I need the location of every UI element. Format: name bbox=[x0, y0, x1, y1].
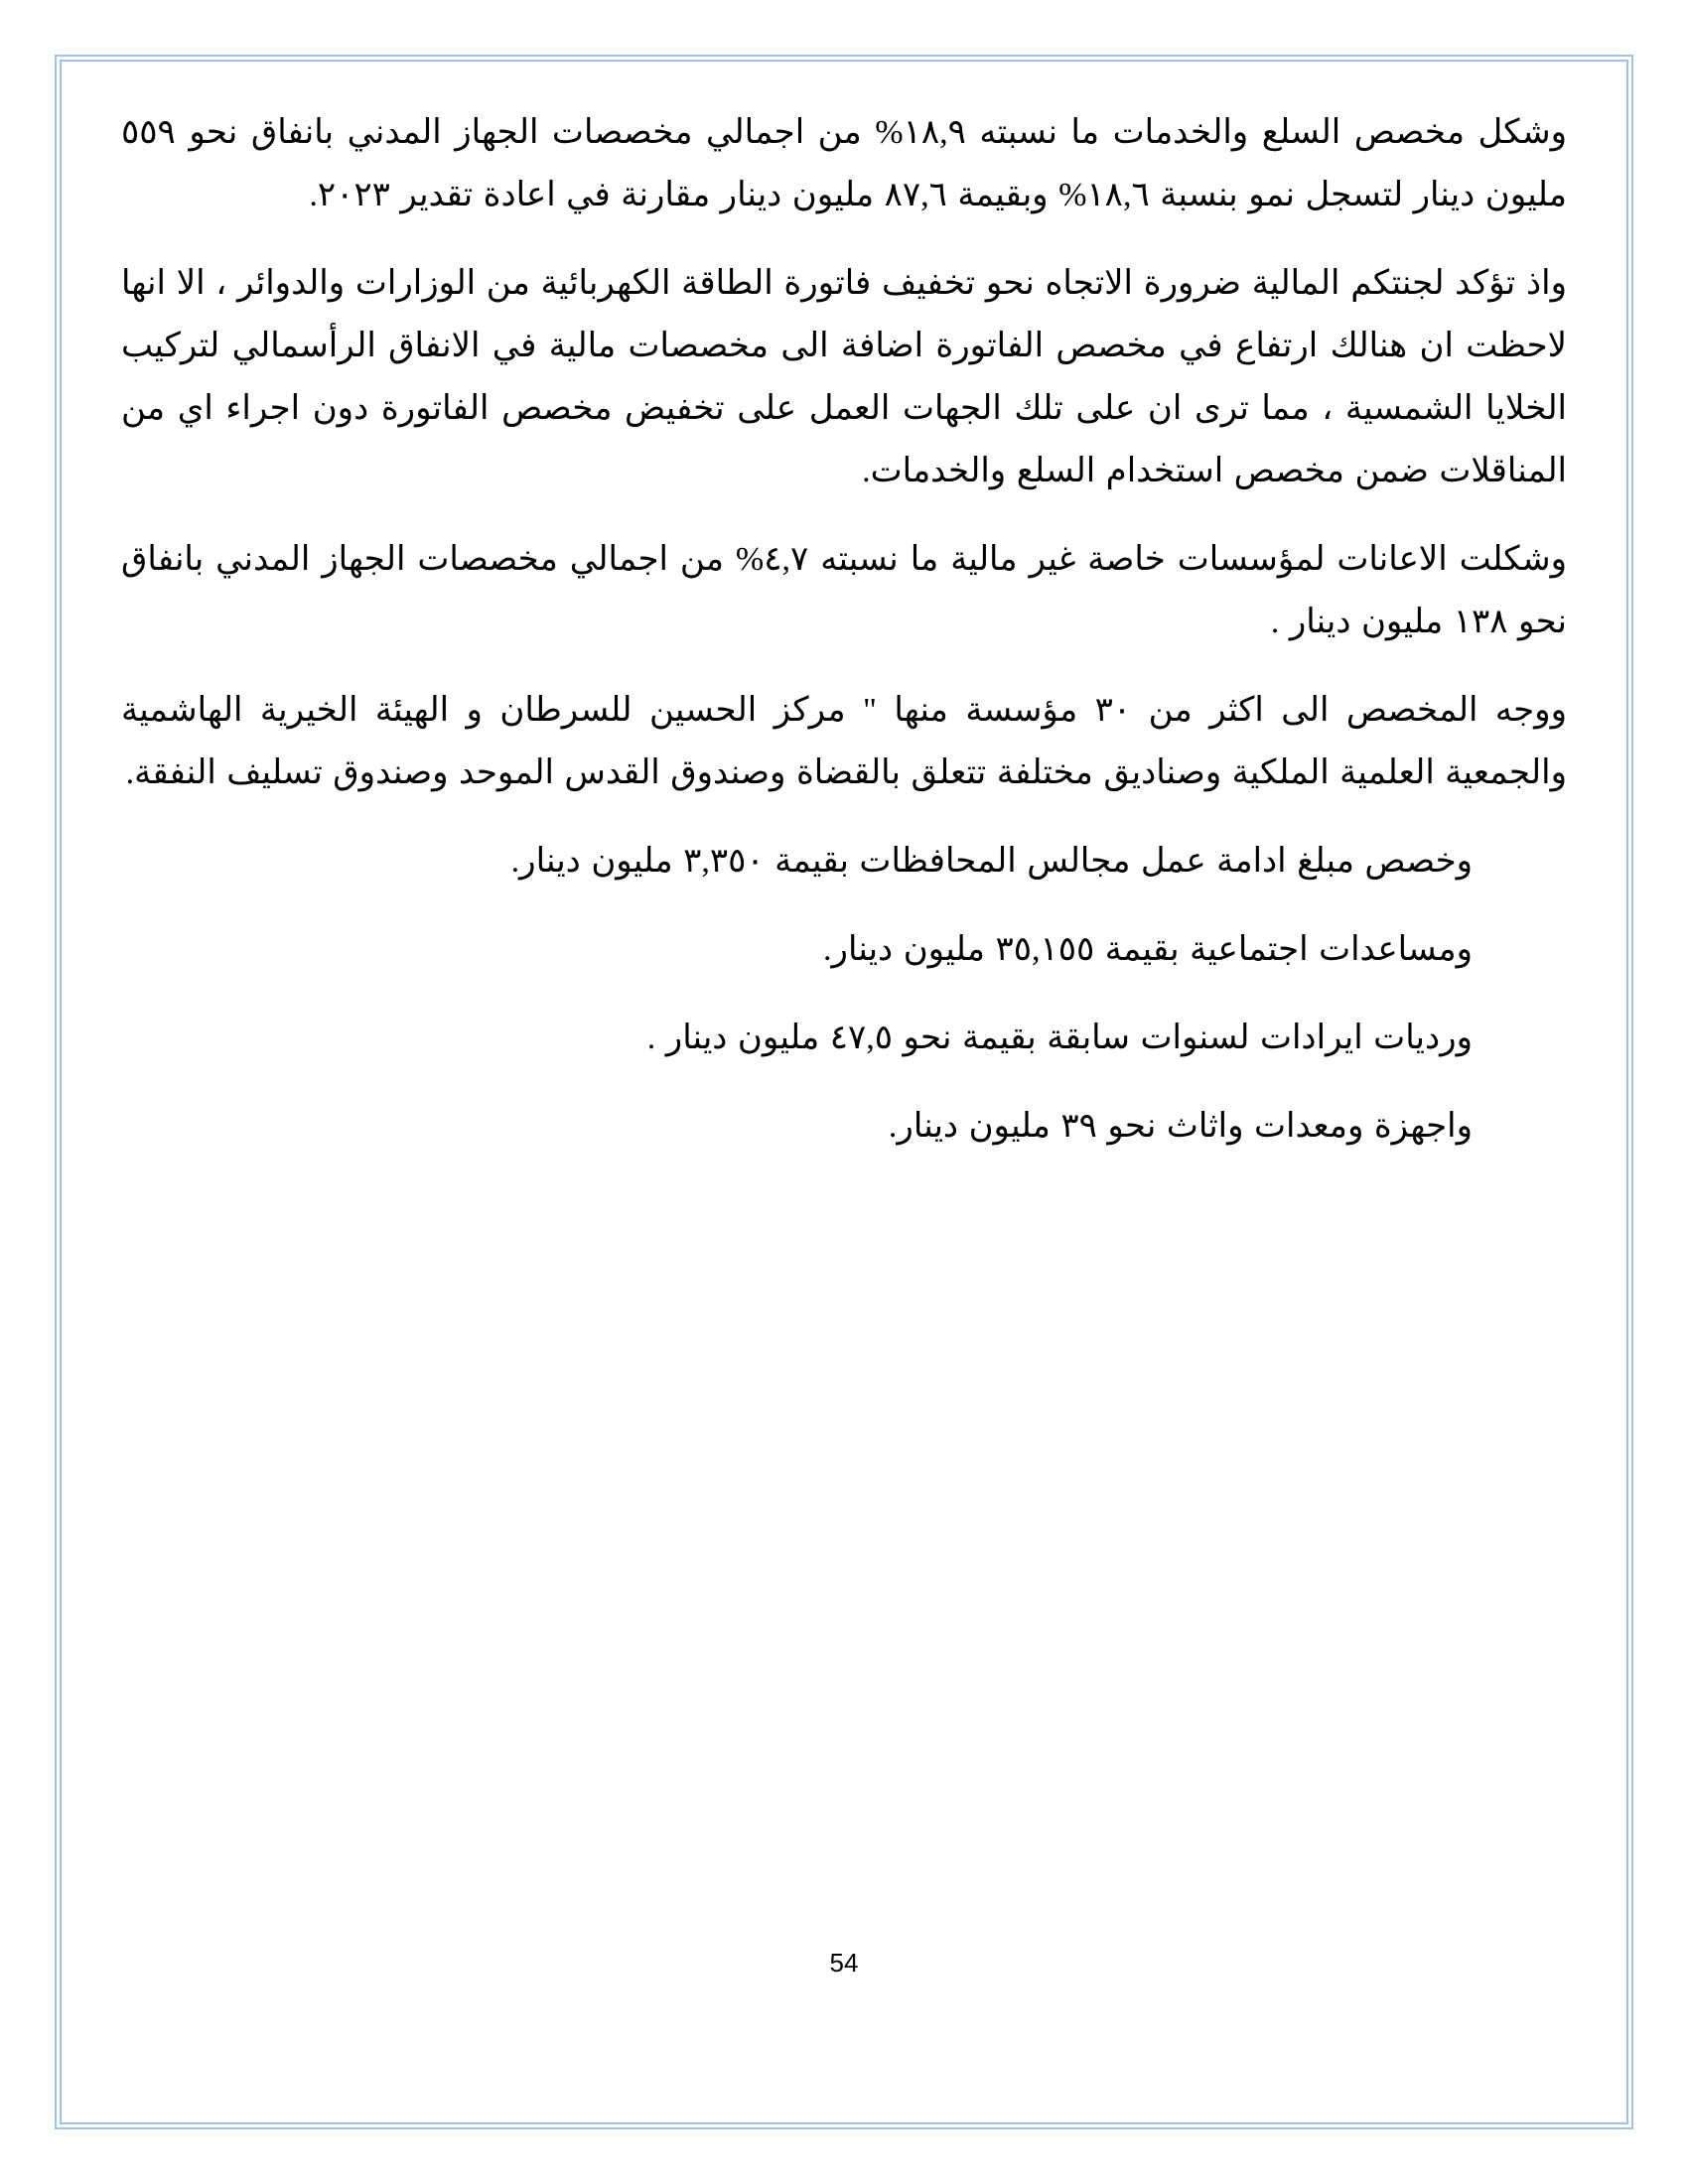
paragraph-governorate-councils-amount: وخصص مبلغ ادامة عمل مجالس المحافظات بقيمة ٣,٣٥٠ مليون دينار. bbox=[510, 843, 1473, 880]
paragraph-finance-committee-electricity: واذ تؤكد لجنتكم المالية ضرورة الاتجاه نحو تخفيف فاتورة الطاقة الكهربائية من الوزارات والدوائر ، الا انها لاحظت ان هنالك ارتفاع في مخصص الفاتورة اضافة الى مخصصات مالية في الانفاق الرأسمالي لتركيب الخلايا الشمسية ، مما ترى ان على تلك الجهات العمل على تخفيض مخصص الفاتورة دون اجراء اي من المناقلات ضمن مخصص استخدام السلع والخدمات. bbox=[121, 265, 1567, 489]
paragraph-previous-years-revenues: ورديات ايرادات لسنوات سابقة بقيمة نحو ٤٧,٥ مليون دينار . bbox=[646, 1020, 1473, 1056]
paragraph-grants-private-institutions: وشكلت الاعانات لمؤسسات خاصة غير مالية ما نسبته ٤,٧% من اجمالي مخصصات الجهاز المدني بانفاق نحو ١٣٨ مليون دينار . bbox=[121, 541, 1567, 640]
paragraph-social-assistance-amount: ومساعدات اجتماعية بقيمة ٣٥,١٥٥ مليون دينار. bbox=[823, 931, 1473, 968]
paragraph-goods-services-allocation: وشكل مخصص السلع والخدمات ما نسبته ١٨,٩% من اجمالي مخصصات الجهاز المدني بانفاق نحو ٥٥٩ مليون دينار لتسجل نمو بنسبة ١٨,٦% وبقيمة ٨٧,٦ مليون دينار مقارنة في اعادة تقدير ٢٠٢٣. bbox=[121, 114, 1567, 213]
page-number: 54 bbox=[829, 1948, 859, 1978]
page-footer bbox=[0, 1948, 1688, 1979]
paragraph-equipment-furniture: واجهزة ومعدات واثاث نحو ٣٩ مليون دينار. bbox=[888, 1108, 1473, 1145]
page-content bbox=[121, 101, 1567, 1183]
paragraph-allocation-institutions-list: ووجه المخصص الى اكثر من ٣٠ مؤسسة منها " مركز الحسين للسرطان و الهيئة الخيرية الهاشمية والجمعية العلمية الملكية وصناديق مختلفة تتعلق بالقضاة وصندوق القدس الموحد وصندوق تسليف النفقة. bbox=[121, 692, 1567, 791]
